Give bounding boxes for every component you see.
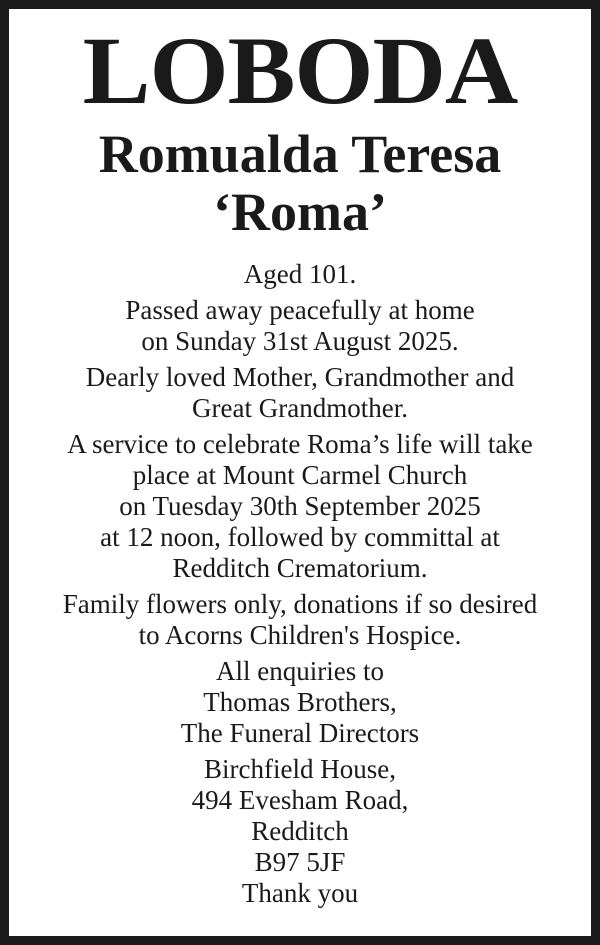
age-paragraph xyxy=(21,259,579,290)
text-line: All enquiries to xyxy=(216,656,384,686)
enquiries-paragraph xyxy=(21,656,579,749)
text-line: at 12 noon, followed by committal at xyxy=(100,522,500,552)
text-line: to Acorns Children's Hospice. xyxy=(138,620,462,650)
family-paragraph xyxy=(21,362,579,424)
text-line: B97 5JF xyxy=(254,847,346,877)
passing-paragraph xyxy=(21,295,579,357)
nickname-line: ‘Roma’ xyxy=(213,182,387,242)
service-paragraph xyxy=(21,429,579,584)
address-paragraph xyxy=(21,754,579,909)
text-line: The Funeral Directors xyxy=(180,718,420,748)
text-line: A service to celebrate Roma’s life will take xyxy=(67,429,533,459)
flowers-paragraph xyxy=(21,589,579,651)
text-line: on Sunday 31st August 2025. xyxy=(141,326,459,356)
full-name xyxy=(9,125,591,241)
text-line: Dearly loved Mother, Grandmother and xyxy=(85,362,515,392)
text-line: Thank you xyxy=(241,878,359,908)
text-line: Passed away peacefully at home xyxy=(125,295,475,325)
full-name-line: Romualda Teresa xyxy=(98,124,502,184)
text-line: Redditch Crematorium. xyxy=(172,553,428,583)
text-line: Birchfield House, xyxy=(204,754,396,784)
text-line: Redditch xyxy=(251,816,349,846)
text-line: on Tuesday 30th September 2025 xyxy=(119,491,481,521)
text-line: Great Grandmother. xyxy=(192,393,408,423)
text-line: 494 Evesham Road, xyxy=(191,785,409,815)
text-line: Thomas Brothers, xyxy=(203,687,397,717)
surname-heading: LOBODA xyxy=(82,17,518,124)
text-line: Family flowers only, donations if so desired xyxy=(62,589,538,619)
notice-body xyxy=(21,259,579,914)
text-line: place at Mount Carmel Church xyxy=(132,460,468,490)
text-line: Aged 101. xyxy=(243,259,357,289)
